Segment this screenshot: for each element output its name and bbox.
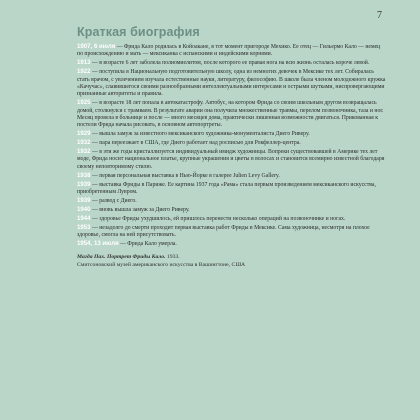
timeline-entry xyxy=(77,148,387,171)
entry-year: 1939 xyxy=(77,196,91,204)
entry-text: — в возрасте 18 лет попала в автокатастрофу. Автобус, на котором Фрида со своим школьным другом возвращалась домой, столкнулся с трамваем. В результате аварии она получила множественные травмы, перелом позвоночника, таза и ног. Месяц провела в больнице и после — много месяцев дома, практически лишенная возможности двигаться. Прикованная к постели Фрида начала рисовать, в основном автопортреты. xyxy=(77,100,384,129)
entry-text: — незадолго до смерти проходит первая выставка работ Фриды в Мексике. Сама художница, несмотря на плохое здоровье, смогла на ней присутствовать. xyxy=(77,224,370,239)
timeline-entry xyxy=(77,130,387,138)
entry-text: — первая персональная выставка в Нью-Йорке в галерее Julien Levy Gallery. xyxy=(90,172,280,179)
entry-text: — пара переезжает в США, где Диего работает над росписью для Рокфеллер-центра. xyxy=(90,140,301,147)
entry-year: 1922 xyxy=(77,68,91,76)
entry-text: — Фрида Кало родилась в Койоакане, в тот момент пригороде Мехико. Ее отец — Гильермо Кало — немец по происхождению и мать — мексиканка с испанскими и индейскими корнями. xyxy=(77,44,381,58)
caption-year: 1933. xyxy=(165,254,180,261)
timeline-entry xyxy=(77,215,387,223)
entry-year: 1913 xyxy=(77,59,91,67)
entry-text: — вышла замуж за известного мексиканского художника-монументалиста Диего Риверу. xyxy=(90,131,310,138)
timeline-entry xyxy=(77,181,387,197)
entry-year: 1932 xyxy=(77,148,91,156)
timeline-entry xyxy=(77,59,387,67)
entry-text: — здоровье Фриды ухудшилось, ей пришлось перенести несколько операций на позвоночнике и ногах. xyxy=(90,215,346,222)
entry-year: 1932 xyxy=(77,139,91,147)
entry-text: — вновь вышла замуж за Диего Риверу. xyxy=(90,206,190,213)
entry-text: — в возрасте 6 лет заболела полиомиелитом, после которого ее правая нога на всю жизнь осталась короче левой. xyxy=(90,60,370,67)
caption-title: Магда Пах. Портрет Фриды Кало. xyxy=(77,254,166,261)
entry-text: — в эти же годы кристаллизуется индивидуальный имидж художницы. Вопреки существовавшей в Америке тех лет моде, Фрида носит национальное платье, крупные украшения и цветы в волосах и становится всемирно известной благодаря своему неповторимому стилю. xyxy=(77,149,385,170)
timeline-entry xyxy=(77,139,387,147)
entry-year: 1929 xyxy=(77,130,91,138)
caption-source: Смитсоновский музей американского искусства в Вашингтоне, США xyxy=(77,261,246,268)
entry-year: 1953 xyxy=(77,223,91,231)
timeline-entry xyxy=(77,68,387,98)
entry-year: 1944 xyxy=(77,214,91,222)
timeline-entry xyxy=(77,99,387,129)
entry-text: — развод с Диего. xyxy=(90,197,137,204)
entry-year: 1954, 13 июля xyxy=(77,239,119,247)
timeline-entry xyxy=(77,224,387,240)
entry-text: — Фрида Кало умерла. xyxy=(118,240,177,247)
entry-year: 1907, 6 июля xyxy=(77,43,116,50)
timeline-entry xyxy=(77,240,387,248)
entry-year: 1925 xyxy=(77,99,91,107)
image-caption xyxy=(77,254,387,269)
entry-year: 1938 xyxy=(77,171,91,179)
timeline-entry xyxy=(77,197,387,205)
entry-year: 1940 xyxy=(77,205,91,213)
entry-year: 1939 xyxy=(77,180,91,188)
timeline-entry xyxy=(77,172,387,180)
entry-text: — выставка Фриды в Париже. Ее картина 1937 года «Рама» стала первым произведением мексиканского искусства, приобретенным Лувром. xyxy=(77,181,376,195)
timeline-entry xyxy=(77,43,387,59)
section-title: Краткая биография xyxy=(77,25,200,39)
timeline-entry xyxy=(77,206,387,214)
page-number: 7 xyxy=(377,10,382,21)
entry-text: — поступила в Национальную подготовительную школу, одна из немногих девочек в Мексике тех лет. Собиралась стать врачом, с увлечением изучала естественные науки, литературу, философию. В школе была членом молодежного кружка «Качучас», славившегося своими разнообразными интеллектуальными интересами и острыми шутками, ниспровергающими признанные авторитеты и правила. xyxy=(77,69,386,98)
biography-timeline xyxy=(77,43,387,248)
